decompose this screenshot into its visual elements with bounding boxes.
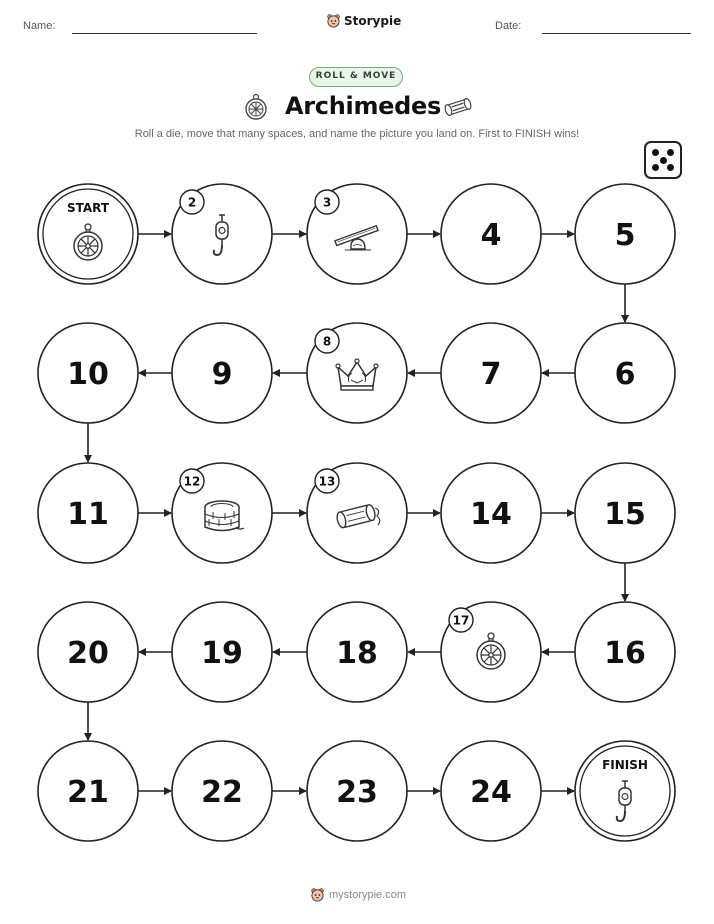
start-label: START <box>66 201 110 215</box>
board-space-15[interactable] <box>575 463 675 563</box>
board-space-8[interactable] <box>307 323 407 423</box>
footer <box>310 887 406 902</box>
date-label: Date: <box>495 20 522 32</box>
space-number: 9 <box>211 357 233 392</box>
board-space-13[interactable] <box>307 463 407 563</box>
board-space-5[interactable] <box>575 184 675 284</box>
space-number: 20 <box>67 636 109 671</box>
board-space-6[interactable] <box>575 323 675 423</box>
space-number: 12 <box>183 474 201 489</box>
board-space-20[interactable] <box>38 602 138 702</box>
finish-label: FINISH <box>602 758 648 772</box>
space-number: 11 <box>67 497 109 532</box>
space-number: 24 <box>470 775 512 810</box>
space-number: 6 <box>614 357 636 392</box>
well-icon <box>205 501 244 531</box>
board-space-10[interactable] <box>38 323 138 423</box>
footer-url: mystorypie.com <box>329 888 407 901</box>
page-title: Archimedes <box>285 92 441 120</box>
space-number: 16 <box>604 636 646 671</box>
board-space-4[interactable] <box>441 184 541 284</box>
board-space-7[interactable] <box>441 323 541 423</box>
board-space-19[interactable] <box>172 602 272 702</box>
roll-move-badge: ROLL & MOVE <box>309 67 403 87</box>
board-space-2[interactable] <box>172 184 272 284</box>
storypie-mascot-icon <box>310 887 325 902</box>
brand-name: Storypie <box>344 13 402 28</box>
board-space-24[interactable] <box>441 741 541 841</box>
space-number: 5 <box>614 218 636 253</box>
board-space-12[interactable] <box>172 463 272 563</box>
board-space-3[interactable] <box>307 184 407 284</box>
space-number: 10 <box>67 357 109 392</box>
space-number: 18 <box>336 636 378 671</box>
space-number: 8 <box>322 334 332 349</box>
instructions-text: Roll a die, move that many spaces, and name the picture you land on. First to FINISH wins! <box>134 128 580 140</box>
board-space-23[interactable] <box>307 741 407 841</box>
space-number: 3 <box>322 195 332 210</box>
board-space-9[interactable] <box>172 323 272 423</box>
board-space-14[interactable] <box>441 463 541 563</box>
space-number: 14 <box>470 497 512 532</box>
board-space-21[interactable] <box>38 741 138 841</box>
space-number: 4 <box>480 218 502 253</box>
board-space-18[interactable] <box>307 602 407 702</box>
name-label: Name: <box>23 20 56 32</box>
board-spaces <box>38 184 675 841</box>
space-number: 7 <box>480 357 502 392</box>
space-number: 17 <box>452 613 470 628</box>
space-number: 22 <box>201 775 243 810</box>
board-space-25[interactable] <box>575 741 675 841</box>
space-number: 2 <box>187 195 197 210</box>
board-space-17[interactable] <box>441 602 541 702</box>
board-space-1[interactable] <box>38 184 138 284</box>
space-number: 19 <box>201 636 243 671</box>
space-number: 13 <box>318 474 336 489</box>
board-space-22[interactable] <box>172 741 272 841</box>
space-number: 21 <box>67 775 109 810</box>
board-space-16[interactable] <box>575 602 675 702</box>
space-number: 23 <box>336 775 378 810</box>
board-space-11[interactable] <box>38 463 138 563</box>
space-number: 15 <box>604 497 646 532</box>
